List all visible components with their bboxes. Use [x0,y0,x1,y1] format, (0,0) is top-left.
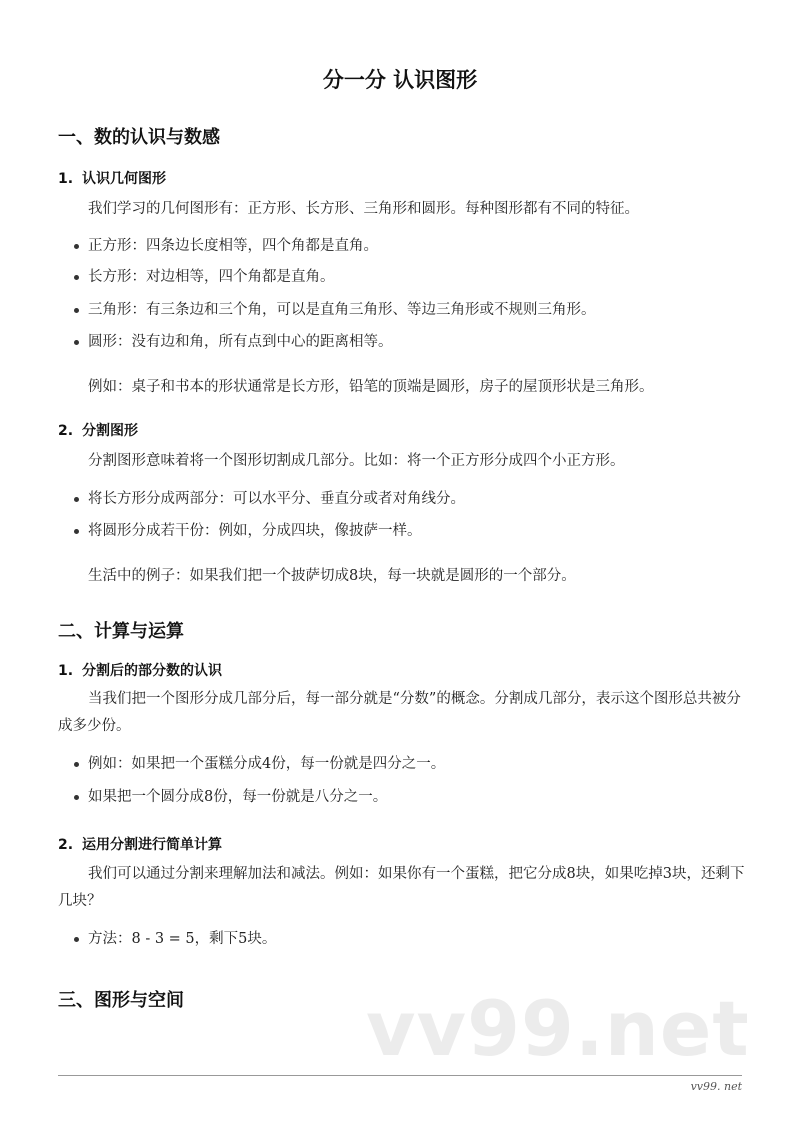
subsection-number: 1. [58,663,74,679]
section-heading-2: 二、计算与运算 [58,621,184,642]
subsection-number: 2. [58,837,74,853]
paragraph: 分割图形意味着将一个图形切割成几部分。比如：将一个正方形分成四个小正方形。 [88,453,625,469]
page-title: 分一分 认识图形 [322,68,478,92]
list-item: 三角形：有三条边和三个角，可以是直角三角形、等边三角形或不规则三角形。 [76,300,748,320]
subsection-title: 运用分割进行简单计算 [82,837,222,853]
example-paragraph: 生活中的例子：如果我们把一个披萨切成8块，每一块就是圆形的一个部分。 [88,568,576,584]
bullet-icon [74,497,79,502]
subsection-title: 分割图形 [82,423,138,439]
bullet-icon [74,308,79,313]
list-item: 如果把一个圆分成8份，每一份就是八分之一。 [76,787,748,807]
subsection-number: 1. [58,171,74,187]
bullet-icon [74,244,79,249]
paragraph: 我们学习的几何图形有：正方形、长方形、三角形和圆形。每种图形都有不同的特征。 [88,201,639,217]
footer-url: vv99. net [690,1080,742,1093]
section-heading-3: 三、图形与空间 [58,990,184,1011]
bullet-icon [74,795,79,800]
list-item: 将圆形分成若干份：例如，分成四块，像披萨一样。 [76,521,748,541]
example-paragraph: 例如：桌子和书本的形状通常是长方形，铅笔的顶端是圆形，房子的屋顶形状是三角形。 [88,379,654,395]
list-item: 方法：8 - 3 = 5，剩下5块。 [76,929,748,949]
bullet-icon [74,340,79,345]
list-item: 将长方形分成两部分：可以水平分、垂直分或者对角线分。 [76,489,748,509]
list-item: 长方形：对边相等，四个角都是直角。 [76,267,748,287]
bullet-icon [74,762,79,767]
section-heading-1: 一、数的认识与数感 [58,127,220,148]
list-item: 圆形：没有边和角，所有点到中心的距离相等。 [76,332,748,352]
bullet-icon [74,275,79,280]
subsection-number: 2. [58,423,74,439]
subsection-heading-2-1 [58,660,222,680]
watermark: vv99.net [366,984,750,1073]
subsection-title: 分割后的部分数的认识 [82,663,222,679]
subsection-heading-1-2 [58,420,138,440]
bullet-icon [74,529,79,534]
paragraph: 当我们把一个图形分成几部分后，每一部分就是“分数”的概念。分割成几部分，表示这个图形总共被分成多少份。 [58,691,741,734]
list-item: 例如：如果把一个蛋糕分成4份，每一份就是四分之一。 [76,754,748,774]
paragraph: 我们可以通过分割来理解加法和减法。例如：如果你有一个蛋糕，把它分成8块，如果吃掉3块，还剩下几块？ [58,866,745,909]
subsection-heading-2-2 [58,834,222,854]
subsection-heading-1-1 [58,168,166,188]
footer-divider [58,1075,742,1076]
subsection-title: 认识几何图形 [82,171,166,187]
list-item: 正方形：四条边长度相等，四个角都是直角。 [76,236,748,256]
bullet-icon [74,937,79,942]
